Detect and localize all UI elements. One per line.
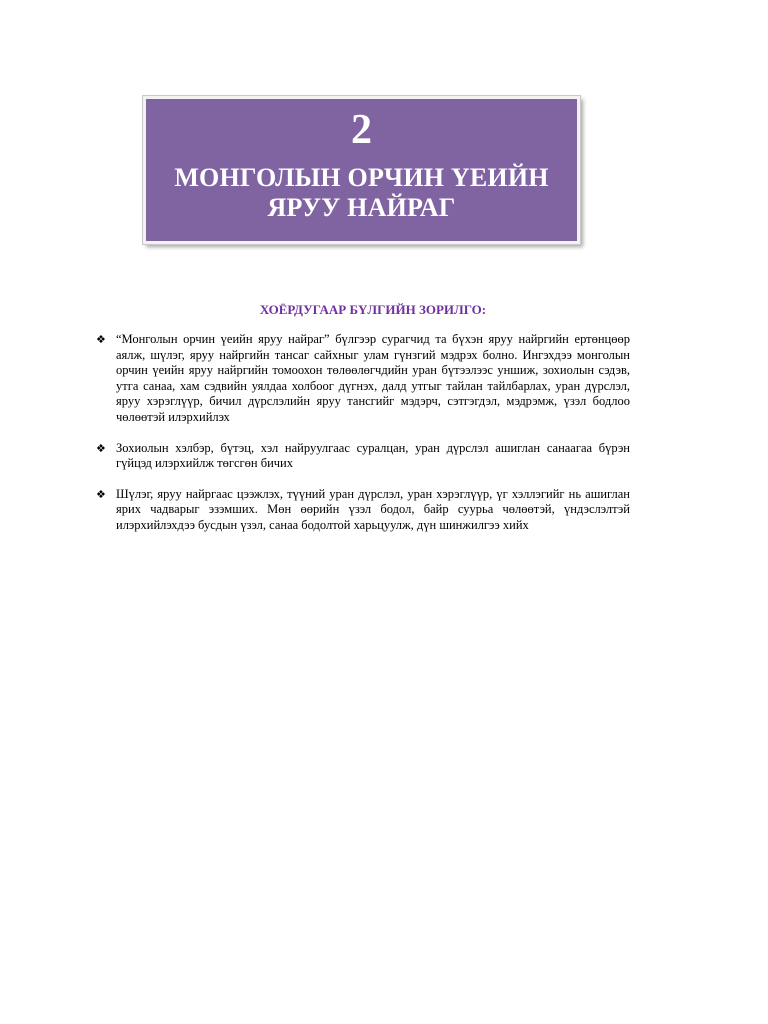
list-item-text: Шүлэг, яруу найргаас цээжлэх, түүний уран дүрслэл, уран хэрэглүүр, үг хэллэгийг нь ашиглан ярих чадварыг эзэмших. Мөн өөрийн үзэл бодол, байр суурьа чөлөөтэй, үндэслэлтэй илэрхийлэхдээ бусдын үзэл, санаа бодолтой харьцуулж, дүн шинжилгээ хийх — [116, 486, 630, 532]
diamond-bullet-icon: ❖ — [96, 333, 106, 346]
chapter-number: 2 — [351, 107, 372, 153]
chapter-title — [146, 163, 577, 223]
list-item — [96, 441, 630, 472]
list-item-text: Зохиолын хэлбэр, бүтэц, хэл найруулгаас суралцан, уран дүрслэл ашиглан санаагаа бүрэн гүйцэд илэрхийлж төгсгөн бичих — [116, 440, 630, 471]
diamond-bullet-icon: ❖ — [96, 487, 106, 501]
list-item — [96, 487, 630, 534]
list-item-text: “Монголын орчин үеийн яруу найраг” бүлгээр сурагчид та бүхэн яруу найргийн ертөнцөөр аялж, шүлэг, яруу найргийн тансаг сайхныг улам гүнзгий мэдрэх болно. Ингэхдээ монголын орчин үеийн яруу найргийн томоохон төлөөлөгчдийн уран бүтээлээс уншиж, зохиолын сэдэв, утга санаа, хам сэдвийн уялдаа холбоог дүгнэх, далд утгыг тайлан тайлбарлах, уран дүрслэл, яруу хэрэглүүр, бичил дүрслэлийн яруу тансгийг мэдэрч, сэтгэгдэл, мэдрэмж, үзэл бодлоо чөлөөтэй илэрхийлэх — [116, 332, 630, 424]
chapter-title-line-2: ЯРУУ НАЙРАГ — [267, 193, 456, 222]
section-heading: ХОЁРДУГААР БҮЛГИЙН ЗОРИЛГО: — [259, 302, 487, 317]
objectives-list — [96, 332, 630, 549]
chapter-title-box — [143, 96, 580, 244]
chapter-title-line-1: МОНГОЛЫН ОРЧИН ҮЕИЙН — [174, 163, 549, 192]
list-item — [96, 332, 630, 426]
diamond-bullet-icon: ❖ — [96, 441, 106, 455]
